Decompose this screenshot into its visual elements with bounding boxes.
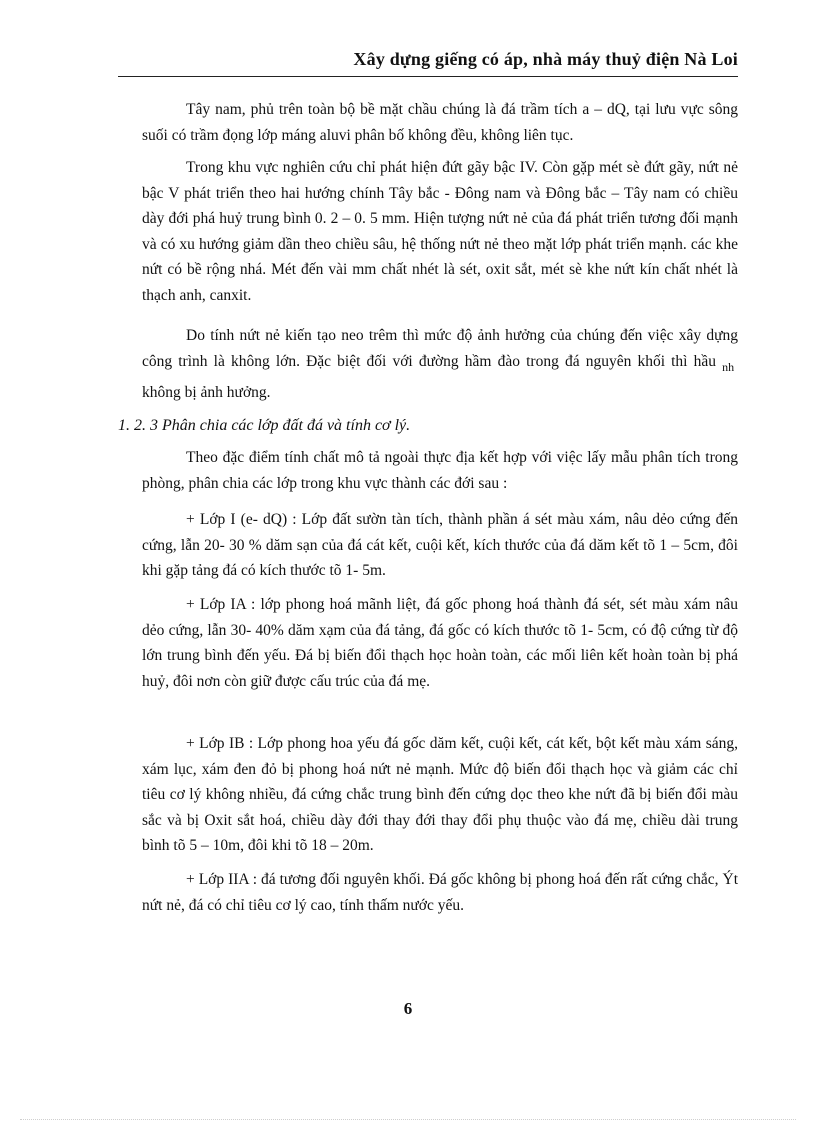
paragraph-text: + Lớp IIA : đá tương đối nguyên khối. Đá gốc không bị phong hoá đến rất cứng chắc, Ýt nứt nẻ, đá có chỉ tiêu cơ lý cao, tính thấm nước yếu.: [142, 871, 738, 914]
paragraph-text: Theo đặc điểm tính chất mô tả ngoài thực địa kết hợp với việc lấy mẫu phân tích trong phòng, phân chia các lớp trong khu vực thành các đới sau :: [142, 449, 738, 492]
paragraph-3: [142, 323, 738, 406]
header-divider: [118, 76, 738, 77]
paragraph-text: + Lớp IB : Lớp phong hoa yếu đá gốc dăm kết, cuội kết, cát kết, bột kết màu xám sáng, xám lục, xám đen đỏ bị phong hoá nứt nẻ mạnh. Mức độ biến đổi thạch học và giảm các chỉ tiêu cơ lý không nhiều, đá cứng chắc trung bình đến cứng dọc theo khe nứt đã bị biến đổi màu sắc và bị Oxit sắt hoá, chiều dày đới thay đới thay đổi phụ thuộc vào đá mẹ, chiều dài trung bình tõ 5 – 10m, đôi khi tõ 18 – 20m.: [142, 735, 738, 854]
paragraph-text: + Lớp I (e- dQ) : Lớp đất sườn tàn tích, thành phần á sét màu xám, nâu dẻo cứng đến cứng, lẫn 20- 30 % dăm sạn của đá cát kết, cuội kết, kích thước của đá dăm kết tõ 1 – 5cm, đôi khi gặp tảng đá có kích thước tõ 1- 5m.: [142, 511, 738, 579]
paragraph-text: + Lớp IA : lớp phong hoá mãnh liệt, đá gốc phong hoá thành đá sét, sét màu xám nâu dẻo cứng, lẫn 30- 40% dăm xạm của đá tảng, đá gốc có kích thước tõ 1- 5cm, có độ cứng từ độ lớn trung bình đến yếu. Đá bị biến đổi thạch học hoàn toàn, các mối liên kết hoàn toàn bị phá huỷ, đôi nơn còn giữ được cấu trúc của đá mẹ.: [142, 596, 738, 690]
paragraph-3-end: không bị ảnh hưởng.: [142, 384, 271, 401]
paragraph-2: [142, 155, 738, 308]
layer-ib-description: [142, 731, 738, 859]
paragraph-1: [142, 97, 738, 148]
paragraph-3-subscript: nh: [722, 359, 735, 374]
layer-i-description: [142, 507, 738, 584]
section-heading: 1. 2. 3 Phân chia các lớp đất đá và tính cơ lý.: [118, 417, 411, 434]
paragraph-3-main: Do tính nứt nẻ kiến tạo neo trêm thì mức độ ảnh hưởng của chúng đến việc xây dựng công trình là không lớn. Đặc biệt đối với đường hầm đào trong đá nguyên khối thì hầu: [142, 327, 738, 370]
paragraph-text: [142, 323, 738, 406]
running-header-title: Xây dựng giếng có áp, nhà máy thuỷ điện Nà Loi: [353, 49, 738, 69]
paragraph-4: [142, 445, 738, 496]
page-bottom-border: [20, 1119, 796, 1120]
layer-ia-description: [142, 592, 738, 694]
paragraph-text: Tây nam, phủ trên toàn bộ bề mặt chầu chúng là đá trầm tích a – dQ, tại lưu vực sông suối có trầm đọng lớp máng aluvi phân bố không đều, không liên tục.: [142, 101, 738, 144]
layer-iia-description: [142, 867, 738, 918]
page-number: 6: [403, 999, 413, 1018]
paragraph-text: Trong khu vực nghiên cứu chỉ phát hiện đứt gãy bậc IV. Còn gặp mét sè đứt gãy, nứt nẻ bậc V phát triển theo hai hướng chính Tây bắc - Đông nam và Đông bắc – Tây nam có chiều dày đới phá huỷ trung bình 0. 2 – 0. 5 mm. Hiện tượng nứt nẻ của đá phát triển tương đối mạnh và có xu hướng giảm dần theo chiều sâu, hệ thống nứt nẻ theo mặt lớp phát triển mạnh. các khe nứt có bề rộng nhá. Mét đến vài mm chất nhét là sét, oxit sắt, mét sè khe nứt kín chất nhét là thạch anh, canxit.: [142, 159, 738, 304]
